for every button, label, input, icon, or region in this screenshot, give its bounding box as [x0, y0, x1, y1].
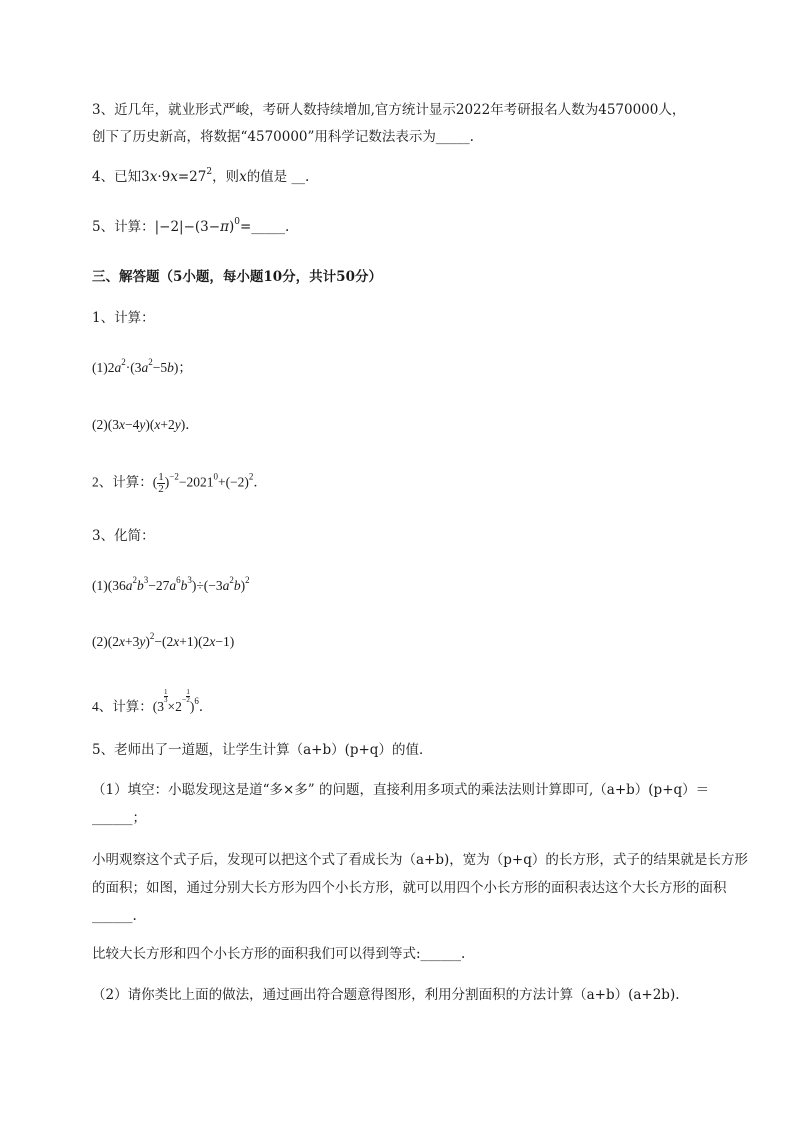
problem-5-xiaoming-paragraph: 小明观察这个式子后，发现可以把这个式了看成长为（a+b)，宽为（p+q）的长方形，式子的结果就是长方形的面积；如图，通过分别大长方形为四个小长方形，就可以用四个小长方形的面积表达这个大长方形的面积______.	[92, 852, 748, 924]
question-3-line-2: 创下了历史新高，将数据“4570000”用科学记数法表示为_____.	[92, 129, 474, 145]
problem-5-part-1: （1）填空：小聪发现这是道“多×多” 的问题，直接利用多项式的乘法法则计算即可,（a+b）(p+q）＝______；	[92, 782, 710, 826]
problem-1-stem: 1、计算：	[92, 310, 155, 326]
exponent-one-third: $\frac{1}{3}$	[164, 688, 168, 704]
problem-3-part-2: $(2)(2x+3y)^2-(2x+1)(2x-1)$	[92, 631, 235, 649]
problem-3-stem: 3、化简：	[92, 528, 155, 544]
question-5: 5、计算：$|-2|-(3-\pi)^0=\_\_\_\_\_$.	[92, 217, 290, 235]
problem-1-part-2: (2)(3x−4y)(x+2y)．	[92, 417, 199, 432]
question-4: 4、已知$3x\cdot 9x=27^2$，则x的值是 __.	[92, 167, 310, 185]
section-heading: 三、解答题（5小题，每小题10分，共计50分）	[92, 269, 382, 285]
problem-3-part-1: $(1)(36a^2b^3-27a^6b^3)\div(-3a^2b)^2$	[92, 575, 250, 593]
problem-1-part-1: $(1)2a^2\cdot(3a^2-5b)$；	[92, 357, 192, 375]
problem-5-stem: 5、老师出了一道题，让学生计算（a+b）(p+q）的值．	[92, 742, 433, 758]
problem-5-part-2: （2）请你类比上面的做法，通过画出符合题意得图形，利用分割面积的方法计算（a+b）(a+2b).	[92, 987, 680, 1003]
problem-4: 4、计算：(3 $\frac{1}{3}$ ×2− $\frac{1}{2}$ )$^6$．	[92, 688, 213, 714]
question-3-line-1: 3、近几年，就业形式严峻，考研人数持续增加,官方统计显示2022年考研报名人数为4570000人，	[92, 102, 686, 118]
fraction-one-half: $\frac{1}{2}$	[158, 471, 164, 495]
problem-2: 2、计算：( $\frac{1}{2}$ )$^{-2}-2021^0+(-2)^2$．	[92, 471, 267, 495]
problem-5-compare: 比较大长方形和四个小长方形的面积我们可以得到等式:______.	[92, 946, 466, 962]
exponent-one-half: $\frac{1}{2}$	[186, 688, 190, 704]
